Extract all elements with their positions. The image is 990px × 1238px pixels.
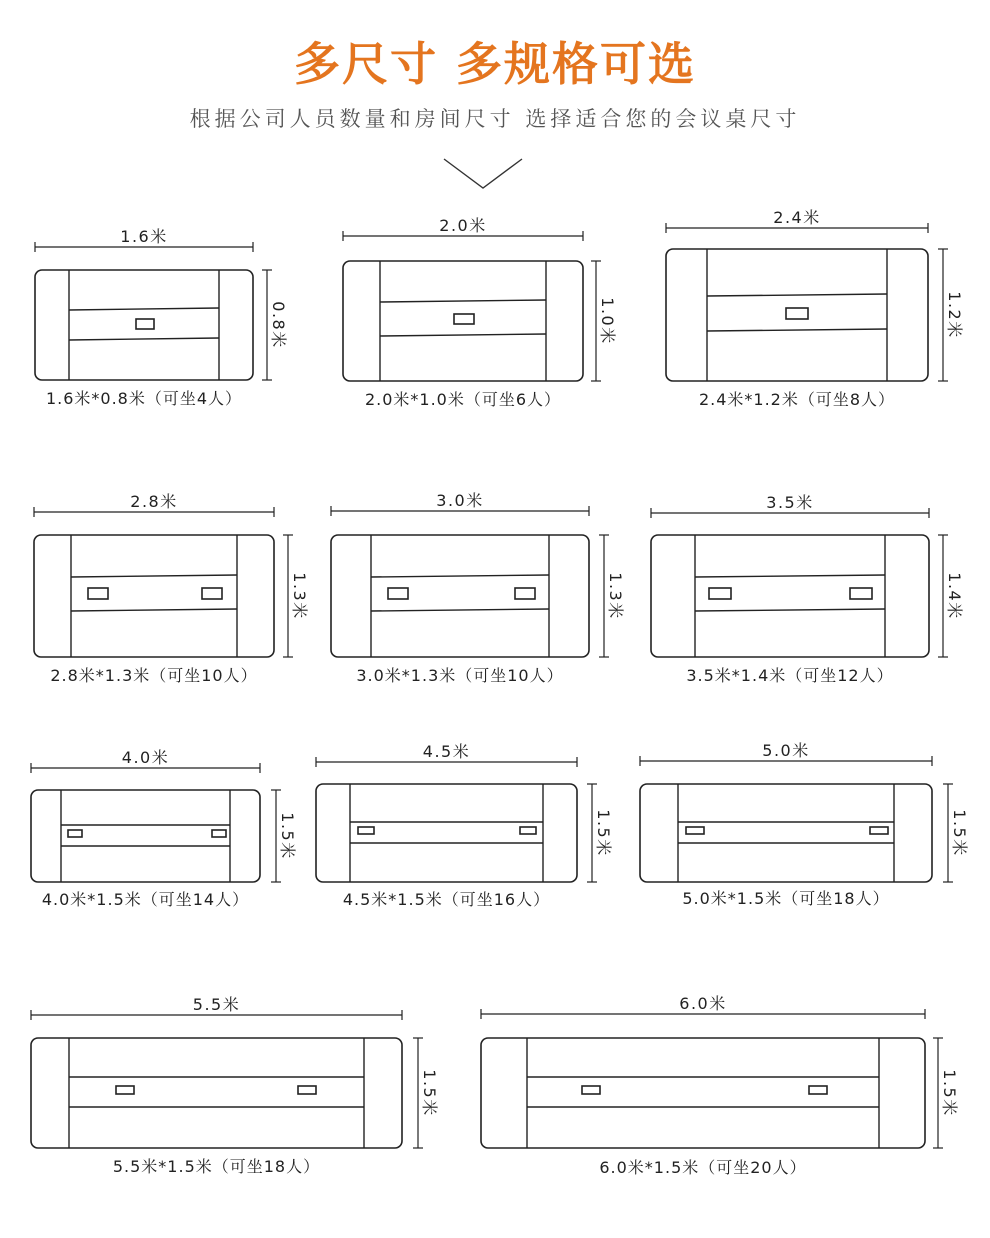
socket-box-icon <box>298 1086 316 1094</box>
depth-label: 1.3米 <box>606 572 625 620</box>
table-caption: 2.4米*1.2米（可坐8人） <box>698 390 896 409</box>
socket-box-icon <box>520 827 536 834</box>
depth-label: 1.5米 <box>420 1069 439 1117</box>
depth-label: 1.3米 <box>290 572 309 620</box>
socket-box-icon <box>582 1086 600 1094</box>
page-subtitle: 根据公司人员数量和房间尺寸 选择适合您的会议桌尺寸 <box>189 107 801 131</box>
depth-label: 1.2米 <box>945 291 964 339</box>
page-title: 多尺寸 多规格可选 <box>293 37 696 91</box>
table-diagram-10 <box>31 995 439 1176</box>
table-outline <box>31 1038 402 1148</box>
socket-box-icon <box>136 319 154 329</box>
depth-label: 1.5米 <box>950 809 969 857</box>
table-diagram-3 <box>666 208 964 409</box>
table-outline <box>316 784 577 882</box>
socket-box-icon <box>358 827 374 834</box>
table-caption: 3.5米*1.4米（可坐12人） <box>686 666 894 685</box>
socket-box-icon <box>212 830 226 837</box>
socket-box-icon <box>786 308 808 319</box>
table-diagram-5 <box>331 491 625 685</box>
table-caption: 3.0米*1.3米（可坐10人） <box>356 666 564 685</box>
table-caption: 6.0米*1.5米（可坐20人） <box>599 1158 807 1177</box>
socket-box-icon <box>454 314 474 324</box>
socket-box-icon <box>870 827 888 834</box>
socket-box-icon <box>88 588 108 599</box>
depth-label: 0.8米 <box>269 301 288 349</box>
table-outline <box>481 1038 925 1148</box>
table-diagram-2 <box>343 216 617 409</box>
width-label: 4.0米 <box>121 748 170 767</box>
socket-box-icon <box>515 588 535 599</box>
table-caption: 2.8米*1.3米（可坐10人） <box>50 666 258 685</box>
width-label: 4.5米 <box>422 742 471 761</box>
table-diagram-1 <box>35 227 288 408</box>
table-diagram-11 <box>481 994 959 1177</box>
socket-box-icon <box>850 588 872 599</box>
socket-box-icon <box>709 588 731 599</box>
table-caption: 5.5米*1.5米（可坐18人） <box>112 1157 321 1176</box>
depth-label: 1.5米 <box>940 1069 959 1117</box>
width-label: 3.0米 <box>436 491 484 510</box>
table-outline <box>34 535 274 657</box>
table-caption: 5.0米*1.5米（可坐18人） <box>682 889 890 908</box>
socket-box-icon <box>686 827 704 834</box>
socket-box-icon <box>68 830 82 837</box>
socket-box-icon <box>809 1086 827 1094</box>
width-label: 5.5米 <box>192 995 241 1014</box>
table-caption: 4.5米*1.5米（可坐16人） <box>342 890 551 909</box>
table-diagram-7 <box>31 748 297 909</box>
width-label: 5.0米 <box>762 741 810 760</box>
width-label: 1.6米 <box>120 227 168 246</box>
table-diagram-9 <box>640 741 969 908</box>
table-diagram-4 <box>34 492 309 685</box>
width-label: 3.5米 <box>766 493 814 512</box>
table-caption: 2.0米*1.0米（可坐6人） <box>364 390 562 409</box>
table-caption: 1.6米*0.8米（可坐4人） <box>45 389 243 408</box>
depth-label: 1.5米 <box>594 809 613 857</box>
depth-label: 1.4米 <box>945 572 964 620</box>
table-caption: 4.0米*1.5米（可坐14人） <box>41 890 250 909</box>
table-outline <box>651 535 929 657</box>
width-label: 2.4米 <box>773 208 821 227</box>
width-label: 2.0米 <box>439 216 487 235</box>
depth-label: 1.5米 <box>278 812 297 860</box>
width-label: 6.0米 <box>679 994 727 1013</box>
depth-label: 1.0米 <box>598 297 617 345</box>
table-diagram-8 <box>316 742 613 909</box>
table-diagram-6 <box>651 493 964 685</box>
table-outline <box>331 535 589 657</box>
width-label: 2.8米 <box>130 492 178 511</box>
socket-box-icon <box>116 1086 134 1094</box>
socket-box-icon <box>388 588 408 599</box>
socket-box-icon <box>202 588 222 599</box>
